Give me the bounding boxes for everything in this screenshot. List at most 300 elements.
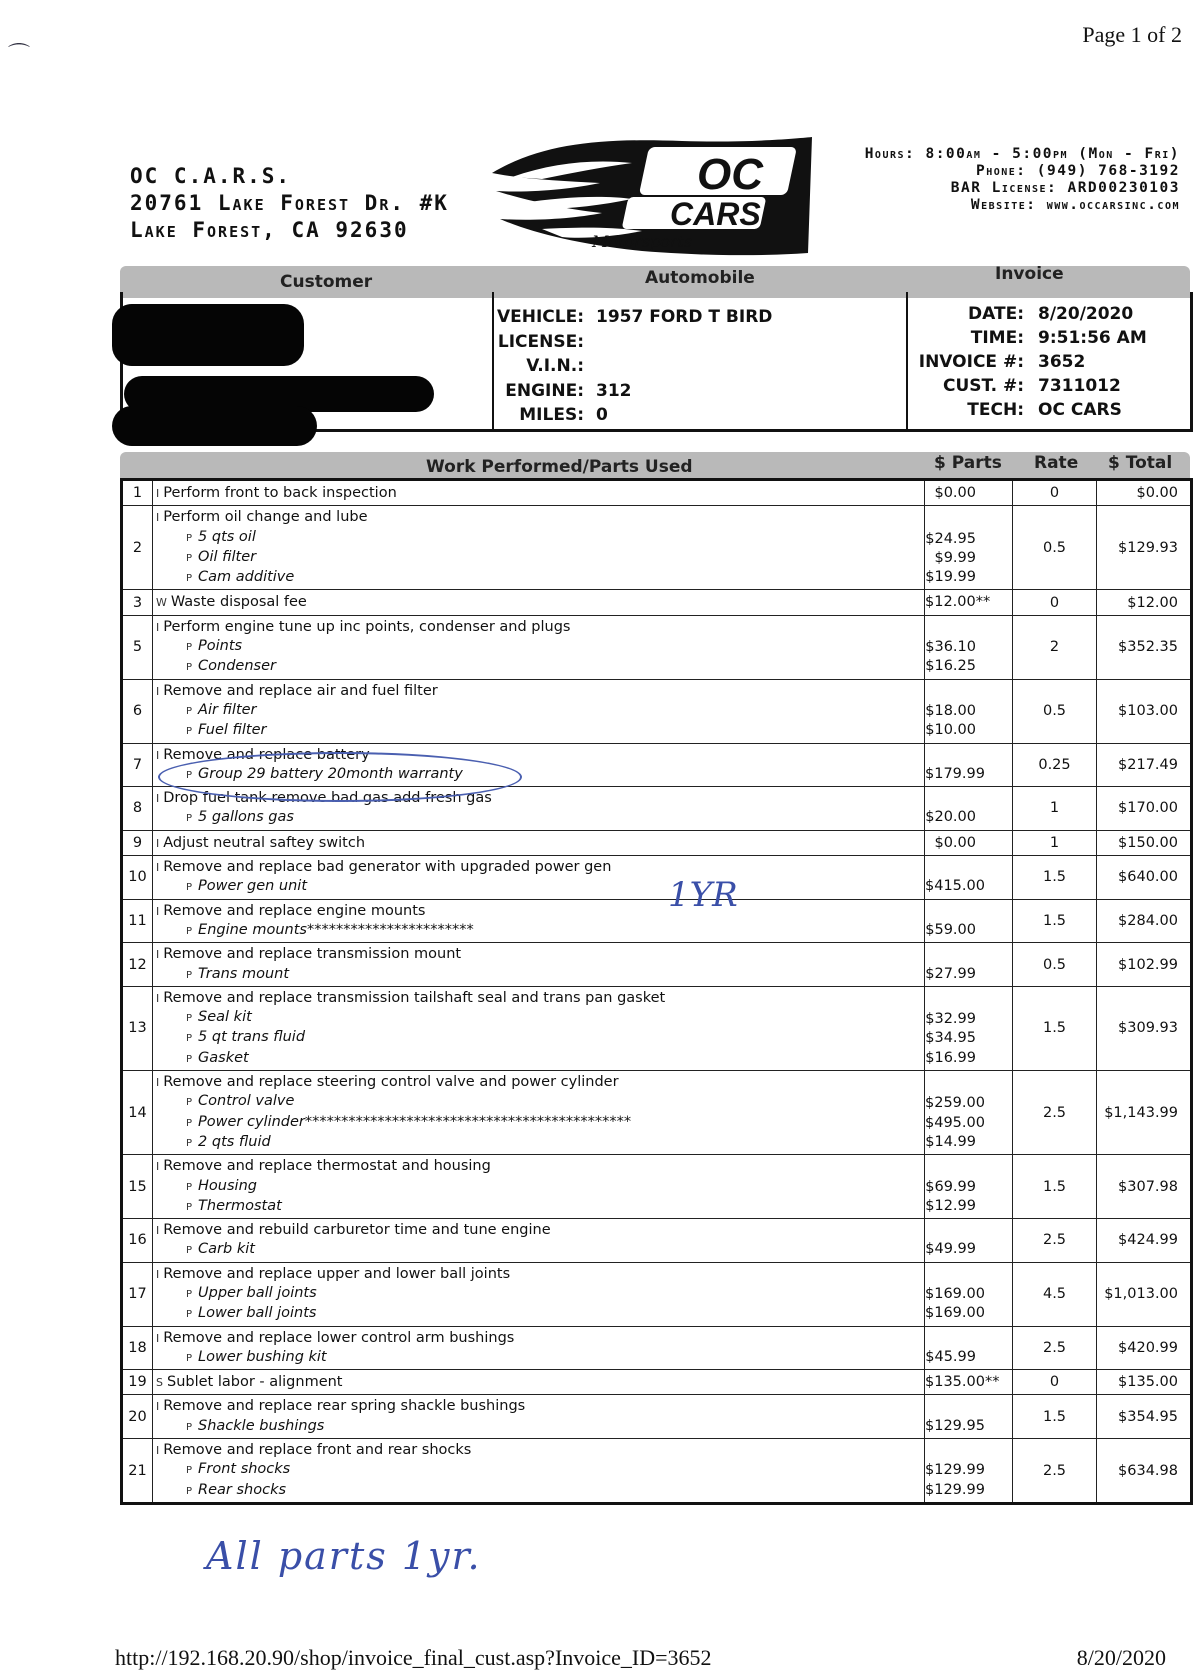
- part-code: P: [186, 1288, 193, 1300]
- part-price: $169.00: [925, 1285, 985, 1302]
- job-code: I: [156, 684, 160, 698]
- handwritten-note-1yr: 1YR: [668, 875, 738, 915]
- table-row: [122, 856, 1192, 900]
- row-description-cell: [153, 506, 925, 590]
- row-rate: 0: [1013, 590, 1097, 615]
- part-price: $69.99: [925, 1178, 976, 1195]
- part-name: Cam additive: [198, 569, 295, 586]
- job-description: Remove and replace thermostat and housing: [163, 1158, 491, 1175]
- job-line: [156, 902, 918, 921]
- logo-text-oc: OC: [697, 150, 763, 199]
- row-number: 8: [122, 787, 153, 831]
- row-number: 7: [122, 743, 153, 787]
- part-line: [156, 1092, 918, 1112]
- row-rate: 1.5: [1013, 1155, 1097, 1219]
- part-code: P: [186, 1013, 193, 1025]
- part-price: $10.00: [925, 722, 976, 739]
- row-parts-cell: [925, 1395, 1013, 1439]
- job-description: Perform oil change and lube: [163, 509, 368, 526]
- job-description: Remove and replace front and rear shocks: [163, 1442, 472, 1459]
- row-parts-cell: [925, 743, 1013, 787]
- job-description: Remove and replace steering control valve and power cylinder: [163, 1074, 619, 1091]
- row-description-cell: [153, 830, 925, 855]
- part-price: $179.99: [925, 765, 985, 782]
- job-description: Remove and rebuild carburetor time and tune engine: [163, 1222, 551, 1239]
- part-code: P: [186, 925, 193, 937]
- handwritten-note-all-parts: All parts 1yr.: [206, 1534, 482, 1578]
- part-name: Shackle bushings: [198, 1417, 325, 1434]
- row-description-cell: [153, 679, 925, 743]
- job-line: [156, 1373, 918, 1392]
- part-name: 5 qt trans fluid: [198, 1029, 306, 1046]
- row-total: $307.98: [1097, 1155, 1192, 1219]
- row-number: 5: [122, 615, 153, 679]
- part-price: $0.00: [934, 834, 976, 851]
- job-line: [156, 593, 918, 612]
- part-price: $36.10: [925, 639, 976, 656]
- job-line: [156, 1265, 918, 1284]
- row-description-cell: [153, 986, 925, 1070]
- part-name: Air filter: [198, 701, 257, 718]
- row-description-cell: [153, 1395, 925, 1439]
- row-total: $309.93: [1097, 986, 1192, 1070]
- table-row: [122, 1439, 1192, 1504]
- time-value: 9:51:56 AM: [1038, 328, 1147, 348]
- vehicle-label: VEHICLE:: [496, 307, 584, 327]
- table-row: [122, 1326, 1192, 1370]
- date-label: DATE:: [968, 304, 1024, 324]
- row-rate: 0: [1013, 1370, 1097, 1395]
- job-description: Remove and replace battery: [163, 746, 370, 763]
- job-code: I: [156, 836, 160, 850]
- table-row: [122, 615, 1192, 679]
- row-number: 6: [122, 679, 153, 743]
- job-line: [156, 618, 918, 637]
- row-rate: 1.5: [1013, 899, 1097, 943]
- part-line: [156, 701, 918, 721]
- row-number: 2: [122, 506, 153, 590]
- part-name: Control valve: [198, 1093, 295, 1110]
- invoice-number-label: INVOICE #:: [918, 352, 1024, 372]
- job-description: Remove and replace air and fuel filter: [163, 682, 438, 699]
- job-line: [156, 508, 918, 527]
- shop-website: Website: www.occarsinc.com: [970, 197, 1180, 213]
- shop-address-line1: 20761 Lake Forest Dr. #K: [130, 191, 449, 215]
- row-number: 11: [122, 899, 153, 943]
- job-line: [156, 1397, 918, 1416]
- table-row: [122, 943, 1192, 987]
- row-description-cell: [153, 1370, 925, 1395]
- job-code: I: [156, 620, 160, 634]
- row-number: 3: [122, 590, 153, 615]
- job-description: Remove and replace rear spring shackle bushings: [163, 1398, 526, 1415]
- automobile-heading: Automobile: [645, 268, 755, 288]
- row-total: $284.00: [1097, 899, 1192, 943]
- part-name: Trans mount: [198, 965, 290, 982]
- shop-address-line2: Lake Forest, CA 92630: [130, 218, 409, 242]
- part-price: $16.25: [925, 658, 976, 675]
- row-number: 12: [122, 943, 153, 987]
- row-rate: 2.5: [1013, 1326, 1097, 1370]
- engine-label: ENGINE:: [505, 380, 584, 401]
- customer-number-value: 7311012: [1038, 376, 1121, 396]
- job-description: Remove and replace upper and lower ball joints: [163, 1265, 511, 1282]
- row-description-cell: [153, 856, 925, 900]
- invoice-values: [1038, 302, 1147, 422]
- row-parts-cell: [925, 615, 1013, 679]
- part-line: [156, 721, 918, 741]
- row-parts-cell: [925, 1155, 1013, 1219]
- part-price: $415.00: [925, 878, 985, 895]
- part-price: $169.00: [925, 1305, 985, 1322]
- license-label: LICENSE:: [497, 331, 584, 352]
- part-line: [156, 965, 918, 985]
- job-line: [156, 989, 918, 1008]
- part-price: $14.99: [925, 1133, 976, 1150]
- row-rate: 0.5: [1013, 679, 1097, 743]
- row-total: $12.00: [1097, 590, 1192, 615]
- part-name: 5 gallons gas: [198, 809, 294, 826]
- table-row: [122, 830, 1192, 855]
- job-description: Drop fuel tank remove bad gas add fresh gas: [163, 790, 492, 807]
- part-code: P: [186, 813, 193, 825]
- part-code: P: [186, 1485, 193, 1497]
- row-total: $1,143.99: [1097, 1071, 1192, 1155]
- job-line: [156, 1221, 918, 1240]
- row-total: $129.93: [1097, 506, 1192, 590]
- part-code: P: [186, 1245, 193, 1257]
- part-name: Housing: [198, 1177, 257, 1194]
- part-name: Engine mounts***********************: [198, 921, 474, 938]
- part-code: P: [186, 1465, 193, 1477]
- part-line: [156, 657, 918, 677]
- shop-hours: Hours: 8:00am - 5:00pm (Mon - Fri): [864, 146, 1180, 162]
- row-number: 19: [122, 1370, 153, 1395]
- row-rate: 0.5: [1013, 943, 1097, 987]
- job-code: I: [156, 1224, 160, 1238]
- info-divider: [906, 292, 908, 429]
- job-line: [156, 834, 918, 853]
- row-parts-cell: [925, 1219, 1013, 1263]
- part-code: P: [186, 1097, 193, 1109]
- row-total: $640.00: [1097, 856, 1192, 900]
- row-rate: 2.5: [1013, 1219, 1097, 1263]
- part-line: [156, 1197, 918, 1217]
- row-description-cell: [153, 1155, 925, 1219]
- row-total: $0.00: [1097, 480, 1192, 506]
- part-price: $9.99: [934, 549, 976, 566]
- row-total: $103.00: [1097, 679, 1192, 743]
- job-code: I: [156, 1400, 160, 1414]
- part-name: Seal kit: [198, 1009, 252, 1026]
- row-total: $352.35: [1097, 615, 1192, 679]
- part-line: [156, 1113, 918, 1133]
- part-line: [156, 1028, 918, 1048]
- part-price: $32.99: [925, 1011, 976, 1028]
- part-line: [156, 1460, 918, 1480]
- part-name: Front shocks: [198, 1461, 291, 1478]
- part-line: [156, 921, 918, 941]
- job-description: Remove and replace bad generator with upgraded power gen: [163, 859, 612, 876]
- part-code: P: [186, 642, 193, 654]
- job-description: Waste disposal fee: [170, 594, 307, 611]
- part-name: Power gen unit: [198, 878, 308, 895]
- footer-url: http://192.168.20.90/shop/invoice_final_cust.asp?Invoice_ID=3652: [115, 1645, 712, 1670]
- row-rate: 4.5: [1013, 1262, 1097, 1326]
- part-name: Oil filter: [198, 548, 257, 565]
- part-name: Group 29 battery 20month warranty: [198, 765, 463, 782]
- work-heading: Work Performed/Parts Used: [426, 457, 693, 477]
- row-total: $135.00: [1097, 1370, 1192, 1395]
- part-line: [156, 568, 918, 588]
- row-number: 14: [122, 1071, 153, 1155]
- part-code: P: [186, 705, 193, 717]
- part-name: Gasket: [198, 1049, 249, 1066]
- row-description-cell: [153, 590, 925, 615]
- row-total: $1,013.00: [1097, 1262, 1192, 1326]
- part-code: P: [186, 662, 193, 674]
- part-code: P: [186, 1033, 193, 1045]
- part-price: $259.00: [925, 1095, 985, 1112]
- row-parts-cell: [925, 1262, 1013, 1326]
- part-price: $24.95: [925, 530, 976, 547]
- job-line: [156, 484, 918, 503]
- vin-label: V.I.N.:: [526, 356, 584, 376]
- part-code: P: [186, 552, 193, 564]
- job-line: [156, 1073, 918, 1092]
- vin-value: [596, 354, 772, 379]
- job-code: S: [156, 1376, 163, 1390]
- part-price: $129.95: [925, 1417, 985, 1434]
- job-code: W: [156, 596, 167, 610]
- job-code: I: [156, 792, 160, 806]
- job-line: [156, 1157, 918, 1176]
- part-name: Upper ball joints: [198, 1284, 317, 1301]
- license-value: [596, 330, 772, 355]
- part-name: 5 qts oil: [198, 528, 256, 545]
- work-table: [120, 478, 1193, 1505]
- row-parts-cell: [925, 1439, 1013, 1504]
- part-name: Condenser: [198, 658, 276, 675]
- part-price: $20.00: [925, 809, 976, 826]
- part-name: Lower ball joints: [198, 1305, 317, 1322]
- table-row: [122, 480, 1192, 506]
- row-number: 16: [122, 1219, 153, 1263]
- part-price: $495.00: [925, 1114, 985, 1131]
- part-code: P: [186, 1053, 193, 1065]
- part-code: P: [186, 769, 193, 781]
- part-price: $18.00: [925, 702, 976, 719]
- row-number: 15: [122, 1155, 153, 1219]
- job-code: I: [156, 487, 160, 500]
- row-description-cell: [153, 615, 925, 679]
- shop-contact-block: [850, 146, 1180, 214]
- row-description-cell: [153, 1326, 925, 1370]
- part-line: [156, 637, 918, 657]
- customer-heading: Customer: [280, 272, 373, 292]
- table-row: [122, 986, 1192, 1070]
- shop-address-block: [130, 163, 449, 244]
- job-code: I: [156, 861, 160, 875]
- table-row: [122, 506, 1192, 590]
- logo-text-script: Motorsports: [592, 232, 693, 251]
- part-price: $49.99: [925, 1241, 976, 1258]
- part-line: [156, 1481, 918, 1501]
- row-total: $634.98: [1097, 1439, 1192, 1504]
- row-number: 9: [122, 830, 153, 855]
- job-code: I: [156, 1076, 160, 1090]
- job-description: Perform front to back inspection: [163, 485, 397, 501]
- job-description: Remove and replace transmission tailshaft seal and trans pan gasket: [163, 989, 666, 1006]
- vehicle-labels: [494, 305, 584, 428]
- row-rate: 0.25: [1013, 743, 1097, 787]
- part-price: $19.99: [925, 569, 976, 586]
- row-parts-cell: [925, 1071, 1013, 1155]
- part-code: P: [186, 573, 193, 585]
- part-code: P: [186, 1117, 193, 1129]
- row-description-cell: [153, 1262, 925, 1326]
- row-total: $420.99: [1097, 1326, 1192, 1370]
- part-price: $12.99: [925, 1197, 976, 1214]
- part-price: $129.99: [925, 1462, 985, 1479]
- row-rate: 2.5: [1013, 1071, 1097, 1155]
- table-row: [122, 1370, 1192, 1395]
- job-code: I: [156, 1160, 160, 1174]
- row-rate: 1.5: [1013, 856, 1097, 900]
- part-code: P: [186, 1421, 193, 1433]
- part-name: Power cylinder*********************************************: [198, 1113, 632, 1130]
- engine-value: 312: [596, 380, 632, 401]
- redacted-customer-phone: [112, 406, 317, 446]
- part-code: P: [186, 726, 193, 738]
- row-parts-cell: [925, 787, 1013, 831]
- table-row: [122, 1071, 1192, 1155]
- row-parts-cell: [925, 1370, 1013, 1395]
- row-rate: 2: [1013, 615, 1097, 679]
- part-line: [156, 808, 918, 828]
- parts-heading: $ Parts: [934, 453, 1002, 473]
- customer-number-label: CUST. #:: [943, 376, 1024, 396]
- part-name: Lower bushing kit: [198, 1348, 327, 1365]
- part-code: P: [186, 882, 193, 894]
- stray-mark: ⌒: [8, 43, 31, 68]
- part-line: [156, 1417, 918, 1437]
- table-row: [122, 1219, 1192, 1263]
- part-code: P: [186, 1137, 193, 1149]
- part-name: 2 qts fluid: [198, 1133, 271, 1150]
- row-rate: 1: [1013, 787, 1097, 831]
- part-name: Carb kit: [198, 1241, 255, 1258]
- job-code: I: [156, 1267, 160, 1281]
- part-price: $12.00**: [925, 594, 991, 611]
- job-line: [156, 1329, 918, 1348]
- job-code: I: [156, 948, 160, 962]
- invoice-labels: [918, 302, 1024, 422]
- row-number: 20: [122, 1395, 153, 1439]
- part-name: Rear shocks: [198, 1481, 287, 1498]
- job-line: [156, 945, 918, 964]
- row-description-cell: [153, 1071, 925, 1155]
- part-price: $135.00**: [925, 1374, 1000, 1391]
- part-line: [156, 1008, 918, 1028]
- job-line: [156, 682, 918, 701]
- row-rate: 1: [1013, 830, 1097, 855]
- invoice-number-value: 3652: [1038, 352, 1086, 372]
- row-description-cell: [153, 1219, 925, 1263]
- vehicle-value: 1957 FORD T BIRD: [596, 307, 773, 327]
- page-number: Page 1 of 2: [1082, 22, 1182, 47]
- row-total: $150.00: [1097, 830, 1192, 855]
- job-description: Remove and replace engine mounts: [163, 902, 426, 919]
- row-total: $354.95: [1097, 1395, 1192, 1439]
- job-line: [156, 858, 918, 877]
- row-number: 21: [122, 1439, 153, 1504]
- tech-label: TECH:: [967, 400, 1024, 420]
- shop-name: OC C.A.R.S.: [130, 164, 292, 188]
- tech-value: OC CARS: [1038, 400, 1122, 420]
- row-parts-cell: [925, 480, 1013, 506]
- total-heading: $ Total: [1108, 453, 1173, 473]
- invoice-heading: Invoice: [995, 264, 1064, 284]
- row-rate: 0.5: [1013, 506, 1097, 590]
- table-row: [122, 590, 1192, 615]
- table-row: [122, 1395, 1192, 1439]
- part-code: P: [186, 1181, 193, 1193]
- row-number: 17: [122, 1262, 153, 1326]
- part-name: Thermostat: [198, 1197, 282, 1214]
- row-rate: 1.5: [1013, 986, 1097, 1070]
- row-description-cell: [153, 943, 925, 987]
- row-rate: 1.5: [1013, 1395, 1097, 1439]
- row-total: $170.00: [1097, 787, 1192, 831]
- row-parts-cell: [925, 943, 1013, 987]
- row-rate: 0: [1013, 480, 1097, 506]
- row-total: $102.99: [1097, 943, 1192, 987]
- part-price: $34.95: [925, 1030, 976, 1047]
- footer-date: 8/20/2020: [1076, 1645, 1166, 1670]
- row-description-cell: [153, 1439, 925, 1504]
- part-line: [156, 548, 918, 568]
- row-parts-cell: [925, 590, 1013, 615]
- part-line: [156, 1177, 918, 1197]
- row-parts-cell: [925, 506, 1013, 590]
- part-line: [156, 1284, 918, 1304]
- oc-cars-logo: [482, 133, 816, 258]
- job-code: I: [156, 1444, 160, 1458]
- rate-heading: Rate: [1034, 453, 1079, 473]
- row-description-cell: [153, 899, 925, 943]
- part-code: P: [186, 1201, 193, 1213]
- row-parts-cell: [925, 679, 1013, 743]
- part-line: [156, 1348, 918, 1368]
- table-row: [122, 1155, 1192, 1219]
- part-price: $27.99: [925, 965, 976, 982]
- part-line: [156, 877, 918, 897]
- miles-label: MILES:: [519, 405, 584, 425]
- part-price: $129.99: [925, 1481, 985, 1498]
- miles-value: 0: [596, 405, 608, 425]
- part-line: [156, 1049, 918, 1069]
- job-description: Adjust neutral saftey switch: [163, 834, 366, 851]
- row-parts-cell: [925, 899, 1013, 943]
- job-description: Remove and replace lower control arm bushings: [163, 1329, 515, 1346]
- job-code: I: [156, 991, 160, 1005]
- table-row: [122, 679, 1192, 743]
- row-rate: 2.5: [1013, 1439, 1097, 1504]
- part-price: $45.99: [925, 1348, 976, 1365]
- part-code: P: [186, 1309, 193, 1321]
- redacted-customer-name: [112, 304, 304, 366]
